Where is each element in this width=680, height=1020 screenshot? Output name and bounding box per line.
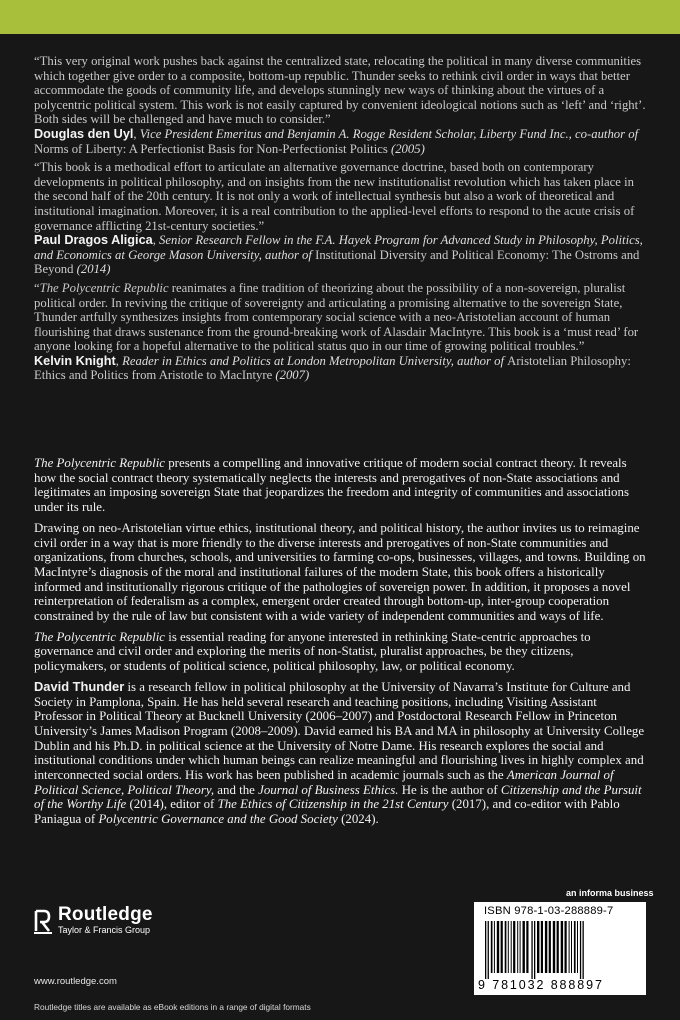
text-run: , xyxy=(152,233,160,248)
barcode-bar xyxy=(583,921,584,979)
barcode xyxy=(482,921,638,979)
author-name: David Thunder xyxy=(34,678,125,694)
text-run: “ xyxy=(34,280,40,295)
italic-run: Reader in Ethics and Politics at London Metropolitan University, author of xyxy=(122,353,508,368)
publisher-logo xyxy=(34,905,153,936)
text-run: Aristotelian Philosophy: Ethics and Politics from Aristotle to MacIntyre xyxy=(34,353,631,383)
endorsement-attribution xyxy=(34,233,646,277)
barcode-bar xyxy=(571,921,572,973)
publisher-group: Taylor & Francis Group xyxy=(58,925,151,935)
author-bio xyxy=(34,680,646,827)
endorser-name: Kelvin Knight xyxy=(34,353,116,368)
barcode-bar xyxy=(569,921,570,973)
barcode-bar xyxy=(545,921,547,973)
italic-run: (2014) xyxy=(76,262,111,277)
isbn-barcode-box xyxy=(474,902,646,995)
barcode-bar xyxy=(561,921,563,973)
barcode-digits: 9 781032 888897 xyxy=(478,978,604,992)
italic-run: (2005) xyxy=(390,141,425,156)
barcode-bar xyxy=(501,921,503,973)
text-run: (2017), and co-editor with Pablo Paniagua of xyxy=(34,797,620,827)
barcode-bar xyxy=(537,921,539,973)
text-run: Institutional Diversity and Political Economy: The Ostroms and Beyond xyxy=(34,247,640,277)
barcode-bar xyxy=(557,921,559,973)
text-run: and the xyxy=(214,782,259,797)
barcode-bar xyxy=(488,921,489,979)
text-run: is a research fellow in political philosophy at the University of Navarra’s Institute for Culture and Society in Pamplona, Spain. He has held several research and teaching positions, including Visiting Assistant Professor in Political Theory at Bucknell University (2006–2007) and Postdoctoral Research Fellow in Princeton University’s James Madison Program (2008–2009). David earned his BA and MA in philosophy at University College Dublin and his Ph.D. in political science at the University of Notre Dame. His research explores the social and institutional conditions under which human beings can realize meaningful and flourishing lives in highly complex and interconnected social orders. His work has been published in academic journals such as the xyxy=(34,679,645,783)
italic-run: Polycentric Governance and the Good Society xyxy=(98,812,338,827)
publisher-name: Routledge xyxy=(58,904,153,925)
author-bio-text xyxy=(34,680,644,826)
endorser-credentials xyxy=(34,354,631,383)
italic-run: Citizenship and the Pursuit of the Worthy Life xyxy=(34,782,642,812)
barcode-bar xyxy=(531,921,532,979)
barcode-bar xyxy=(565,921,567,973)
text-run: presents a compelling and innovative critique of modern social contract theory. It reveals how the social contract theory systematically neglects the interests and prerogatives of non-State associations and legitimates an imposing sovereign State that jeopardizes the freedom and integrity of communities and associations under its rule. xyxy=(34,456,629,515)
italic-run: The Polycentric Republic xyxy=(34,629,166,644)
ebook-note: Routledge titles are available as eBook editions in a range of digital formats xyxy=(34,1002,311,1012)
endorser-name: Paul Dragos Aligica xyxy=(34,233,153,248)
book-description xyxy=(34,456,646,833)
routledge-logo-icon xyxy=(34,908,52,934)
barcode-bar xyxy=(491,921,493,973)
endorser-name: Douglas den Uyl xyxy=(34,126,134,141)
endorsement-attribution xyxy=(34,354,646,383)
text-run: , xyxy=(115,353,123,368)
endorsement-quote xyxy=(34,281,646,354)
barcode-bar xyxy=(485,921,486,979)
barcode-bar xyxy=(497,921,499,973)
barcode-bar xyxy=(577,921,578,973)
barcode-bar xyxy=(505,921,507,973)
informa-tagline: an informa business xyxy=(566,888,654,898)
italic-run: The Polycentric Republic xyxy=(39,280,169,295)
barcode-bar xyxy=(511,921,512,973)
text-run: Norms of Liberty: A Perfectionist Basis for Non-Perfectionist Politics xyxy=(34,141,391,156)
italic-run: The Ethics of Citizenship in the 21st Century xyxy=(217,797,449,812)
text-run: “This very original work pushes back against the centralized state, relocating the political in many diverse communities which together give order to a composite, bottom-up republic. Thunder seeks to rethink civil order in ways that better accommodate the goods of community life, and develops stunningly new ways of thinking about the virtues of a polycentric political system. This work is not easily captured by convenient ideological notions such as ‘left’ and ‘right’. Both sides will be challenged and have much to consider.” xyxy=(34,54,646,127)
barcode-bar xyxy=(580,921,581,979)
barcode-bar xyxy=(574,921,576,973)
barcode-bar xyxy=(553,921,555,973)
publisher-url[interactable]: www.routledge.com xyxy=(34,976,117,987)
italic-run: Vice President Emeritus and Benjamin A. Rogge Resident Scholar, Liberty Fund Inc., co-author of xyxy=(139,126,639,141)
endorsement xyxy=(34,281,646,383)
text-run: He is the author of xyxy=(398,782,501,797)
italic-run: Journal of Business Ethics. xyxy=(258,782,399,797)
endorsement xyxy=(34,160,646,277)
barcode-bar xyxy=(526,921,528,973)
barcode-bar xyxy=(513,921,515,973)
endorsement-quote xyxy=(34,160,646,233)
text-run: is essential reading for anyone interested in rethinking State-centric approaches to governance and civil order and exploring the merits of non-Statist, pluralist approaches, be they citizens, policymakers, or students of political science, political philosophy, law, or political economy. xyxy=(34,629,591,674)
barcode-bar xyxy=(549,921,551,973)
text-run: , xyxy=(133,126,140,141)
endorsements-section xyxy=(34,54,646,387)
barcode-bar xyxy=(523,921,525,973)
description-paragraph xyxy=(34,456,646,515)
barcode-bar xyxy=(517,921,518,973)
barcode-bar xyxy=(494,921,495,973)
endorsement-quote xyxy=(34,54,646,127)
text-run: Drawing on neo-Aristotelian virtue ethics, institutional theory, and political history, the author invites us to reimagine civil order in a way that is more friendly to the diverse interests and prerogatives of non-State communities and organizations, from churches, schools, and universities to farming co-ops, businesses, villages, and towns. Building on MacIntyre’s diagnosis of the moral and institutional failures of the modern State, this book offers a historically informed and institutionally rigorous critique of the pathologies of sovereign power. In addition, it proposes a novel reinterpretation of federalism as a complex, emergent order created through bottom-up, inter-group cooperation constrained by the rule of law but consistent with a wide variety of independent communities and ways of life. xyxy=(34,520,646,624)
barcode-bar xyxy=(520,921,521,973)
barcode-bar xyxy=(534,921,535,979)
text-run: (2024). xyxy=(337,812,379,827)
endorsement-attribution xyxy=(34,127,646,156)
italic-run: (2007) xyxy=(275,368,310,383)
text-run: (2014), editor of xyxy=(126,797,218,812)
endorsement xyxy=(34,54,646,156)
description-paragraph xyxy=(34,521,646,624)
barcode-bar xyxy=(508,921,509,973)
isbn-label: ISBN 978-1-03-288889-7 xyxy=(484,905,614,917)
italic-run: The Polycentric Republic xyxy=(34,456,166,470)
text-run: reanimates a fine tradition of theorizing about the possibility of a non-sovereign, pluralist political order. In reviving the critique of sovereignty and articulating a promising alternative to the sovereign State, Thunder artfully synthesizes insights from contemporary social science with a neo-Aristotelian account of human flourishing that draws sustenance from the ground-breaking work of Alasdair MacIntyre. This book is a ‘must read’ for anyone looking for a hopeful alternative to the political status quo in our time of growing political troubles.” xyxy=(34,280,639,354)
italic-run: American Journal of Political Science, Political Theory, xyxy=(34,768,614,797)
top-color-band xyxy=(0,0,680,34)
italic-run: Senior Research Fellow in the F.A. Hayek Program for Advanced Study in Philosophy, Politics, and Economics at George Mason University, author of xyxy=(34,233,643,262)
description-paragraph xyxy=(34,630,646,674)
text-run: “This book is a methodical effort to articulate an alternative governance doctrine, based both on contemporary developments in political philosophy, and on insights from the new institutionalist revolution which has taken place in the second half of the 20th century. It is not only a work of intellectual synthesis but also a work of theoretical and institutional imagination. Moreover, it is a real contribution to the applied-level efforts to respond to the acute crisis of governance afflicting 21st-century societies.” xyxy=(34,160,635,233)
barcode-bar xyxy=(541,921,543,973)
